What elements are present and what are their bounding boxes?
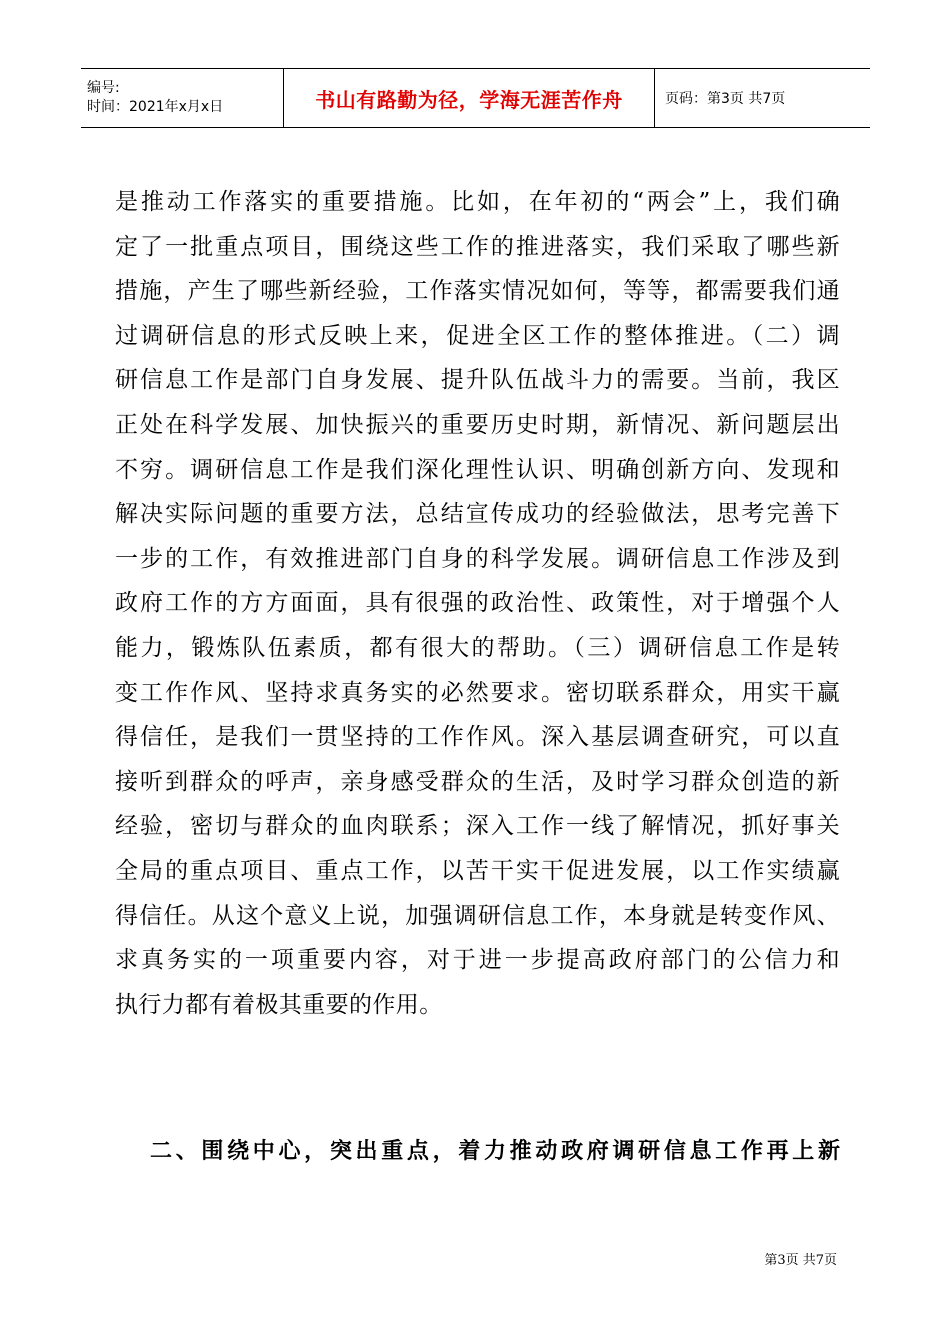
- body-line: 措施，产生了哪些新经验，工作落实情况如何，等等，都需要我们通: [115, 278, 840, 305]
- body-line: 得信任，是我们一贯坚持的工作作风。深入基层调查研究，可以直: [115, 724, 840, 751]
- header-meta: [81, 69, 284, 127]
- body-line: 过调研信息的形式反映上来，促进全区工作的整体推进。（二）调: [115, 322, 840, 349]
- body-line: 变工作作风、坚持求真务实的必然要求。密切联系群众，用实干赢: [115, 679, 840, 706]
- body-line: 是推动工作落实的重要措施。比如，在年初的“两会”上，我们确: [115, 189, 840, 215]
- body-line: 政府工作的方方面面，具有很强的政治性、政策性，对于增强个人: [115, 590, 840, 617]
- document-number-label: 编号:: [87, 80, 120, 96]
- body-line: 执行力都有着极其重要的作用。: [115, 991, 443, 1018]
- document-date: 时间：2021年x月x日: [87, 99, 224, 115]
- body-line: 求真务实的一项重要内容，对于进一步提高政府部门的公信力和: [115, 947, 840, 974]
- header-page-info: [655, 69, 870, 127]
- header-motto: [284, 69, 655, 127]
- body-line: 研信息工作是部门自身发展、提升队伍战斗力的需要。当前，我区: [115, 367, 840, 394]
- body-line: 定了一批重点项目，围绕这些工作的推进落实，我们采取了哪些新: [115, 233, 840, 260]
- body-line: 全局的重点项目、重点工作，以苦干实干促进发展，以工作实绩赢: [115, 857, 840, 884]
- body-line: 接听到群众的呼声，亲身感受群众的生活，及时学习群众创造的新: [115, 768, 840, 795]
- body-line: 正处在科学发展、加快振兴的重要历史时期，新情况、新问题层出: [115, 411, 840, 438]
- body-line: 得信任。从这个意义上说，加强调研信息工作，本身就是转变作风、: [115, 902, 840, 929]
- body-line: 解决实际问题的重要方法，总结宣传成功的经验做法，思考完善下: [115, 501, 840, 528]
- body-line: 一步的工作，有效推进部门自身的科学发展。调研信息工作涉及到: [115, 545, 840, 572]
- header-page-number: 页码：第3页 共7页: [665, 91, 786, 107]
- motto-text: 书山有路勤为径，学海无涯苦作舟: [315, 87, 623, 112]
- section-heading: 二、围绕中心，突出重点，着力推动政府调研信息工作再上新: [150, 1139, 840, 1164]
- page-header: [81, 68, 870, 128]
- body-paragraph: [115, 180, 840, 1027]
- body-line: 不穷。调研信息工作是我们深化理性认识、明确创新方向、发现和: [115, 456, 840, 483]
- page-footer: [764, 1249, 837, 1268]
- body-line: 经验，密切与群众的血肉联系；深入工作一线了解情况，抓好事关: [115, 813, 840, 840]
- footer-page-number: 第3页 共7页: [764, 1253, 837, 1268]
- body-line: 能力，锻炼队伍素质，都有很大的帮助。（三）调研信息工作是转: [115, 634, 840, 661]
